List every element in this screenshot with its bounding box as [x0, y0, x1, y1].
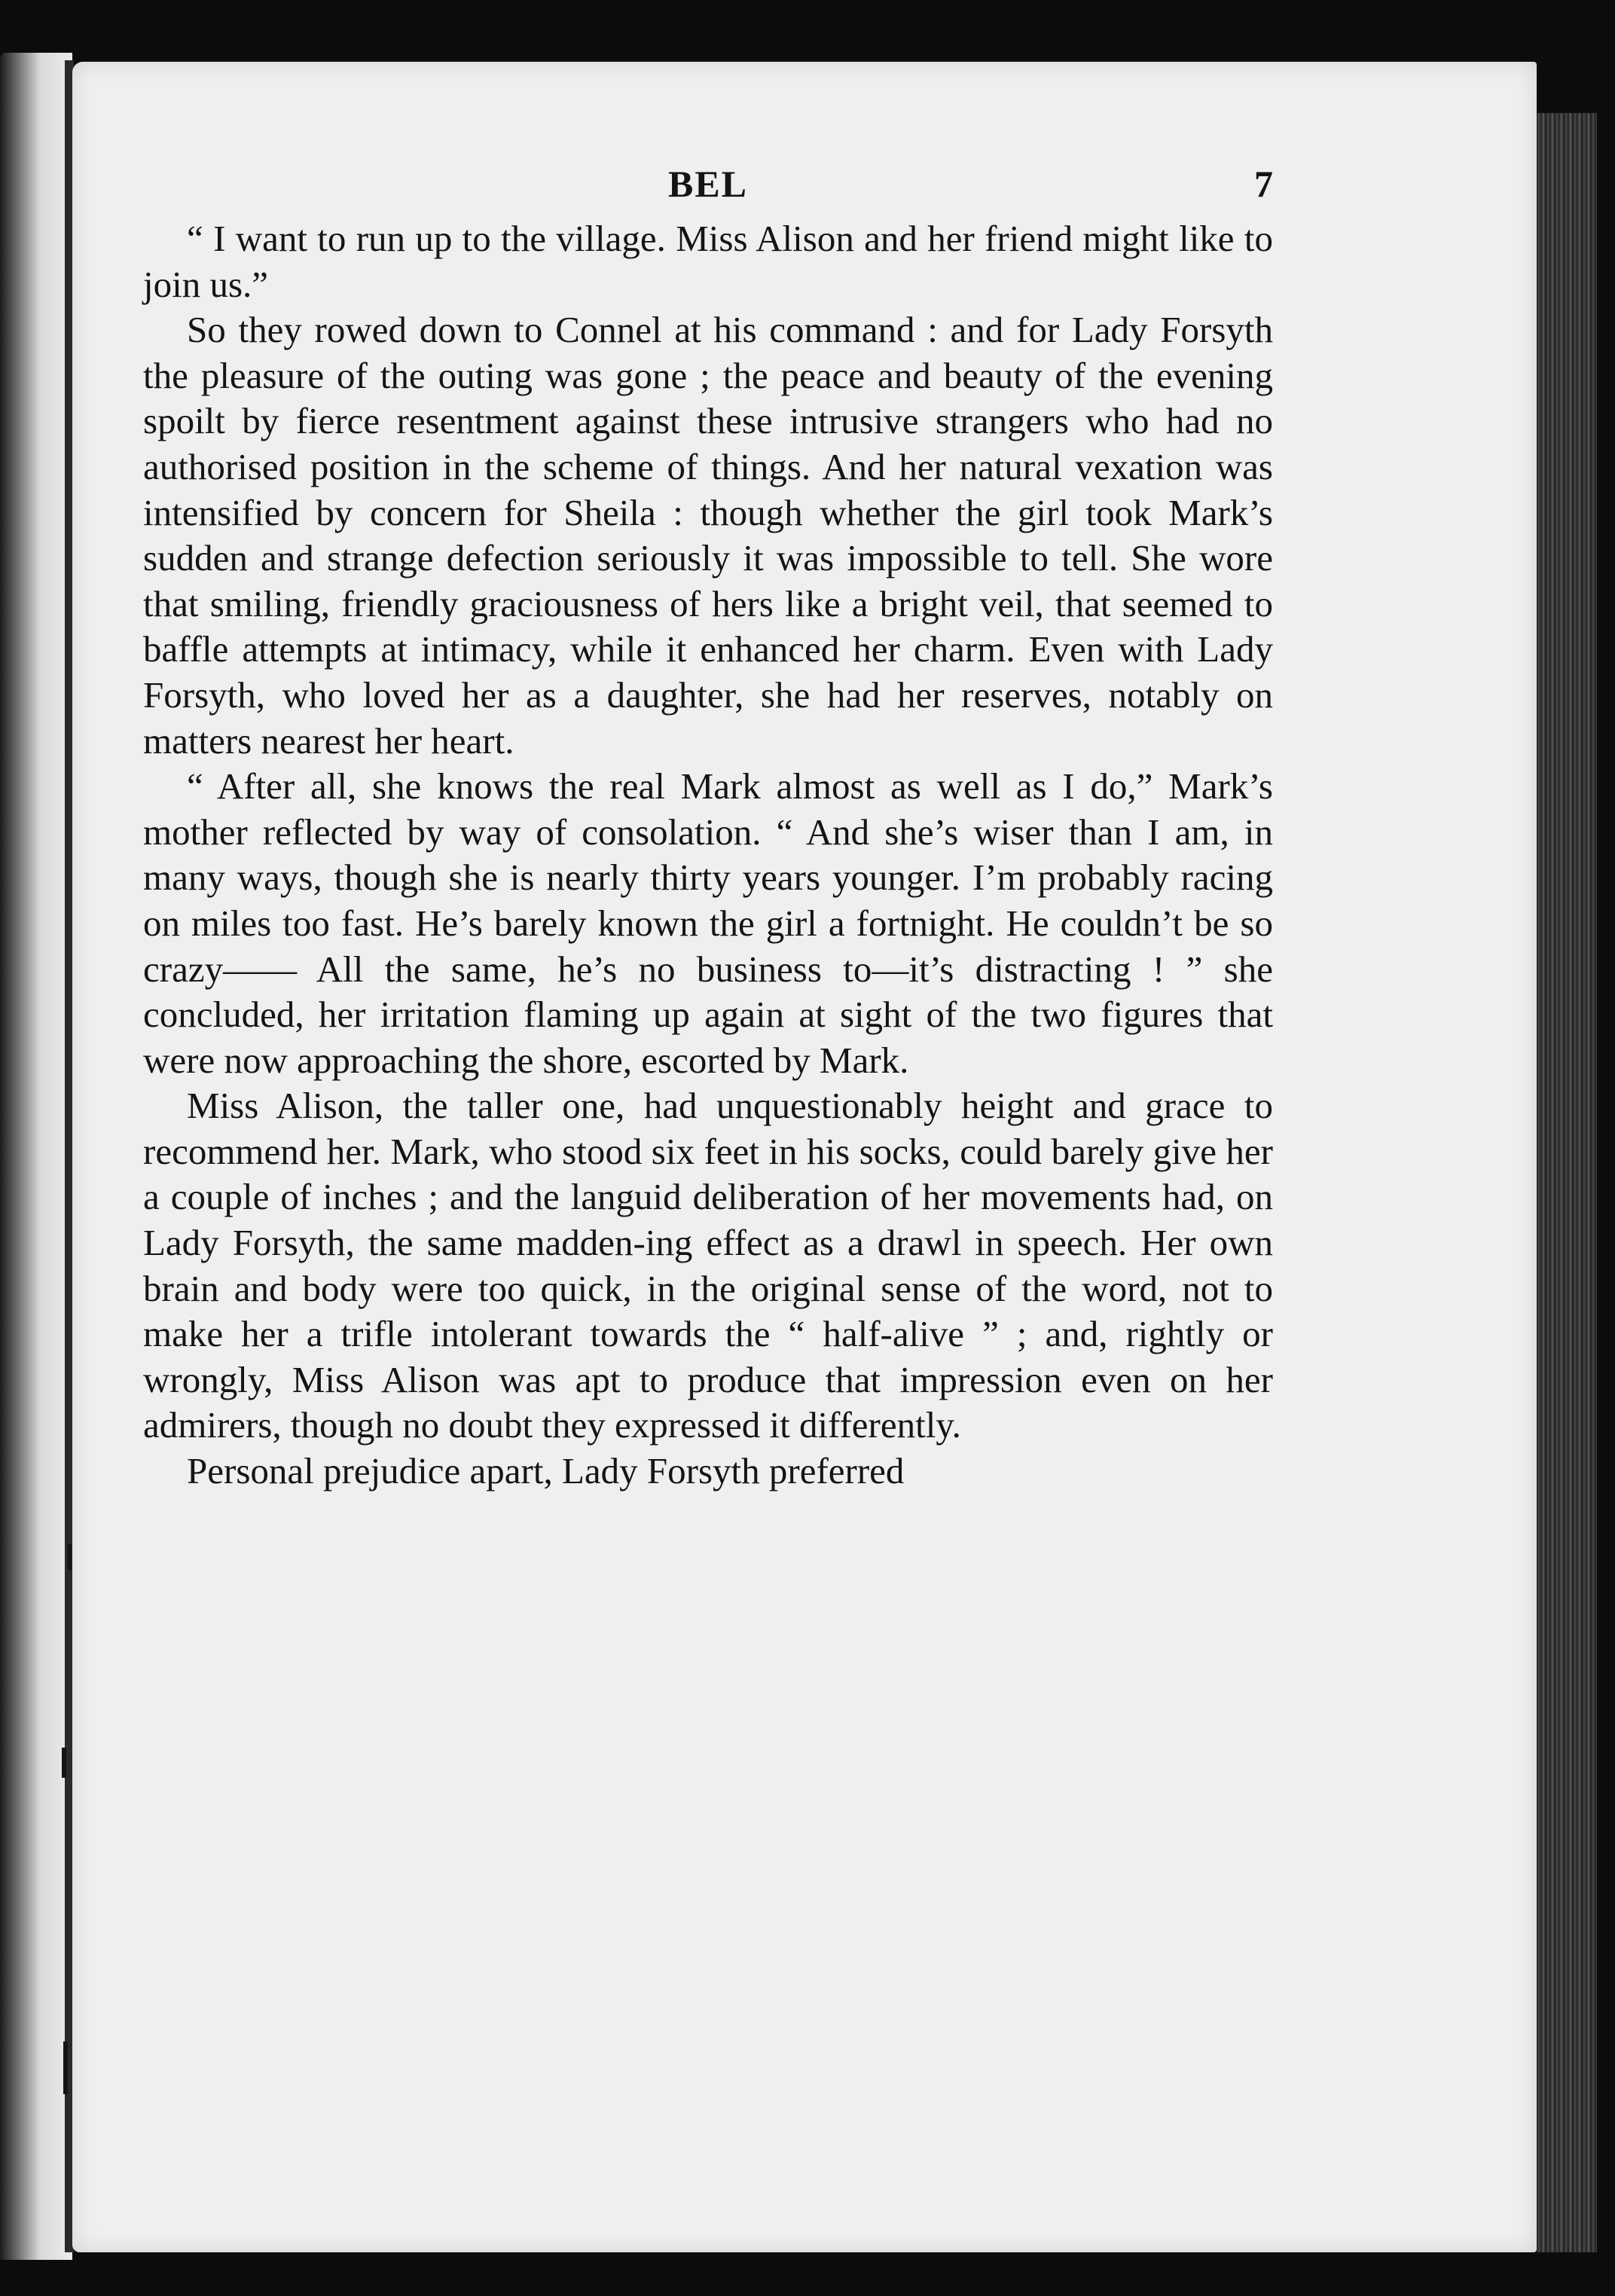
page-number: 7 [1254, 163, 1273, 205]
paragraph: So they rowed down to Connel at his command : and for Lady Forsyth the pleasure of the outing was gone ; the peace and beauty of the evening spoilt by fierce resentment against these intrusive strangers who had no authorised position in the scheme of things. And her natural vexation was intensified by concern for Sheila : though whether the girl took Mark’s sudden and strange defection seriously it was impossible to tell. She wore that smiling, friendly graciousness of hers like a bright veil, that seemed to baffle attempts at intimacy, while it enhanced her charm. Even with Lady Forsyth, who loved her as a daughter, she had her reserves, notably on matters nearest her heart. [143, 309, 1273, 762]
paragraph: Miss Alison, the taller one, had unquestionably height and grace to recommend her. Mark, who stood six feet in his socks, could barely give her a couple of inches ; and the languid deliberation of her movements had, on Lady Forsyth, the same madden-ing effect as a drawl in speech. Her own brain and body were too quick, in the original sense of the word, not to make her a trifle intolerant towards the “ half-alive ” ; and, rightly or wrongly, Miss Alison was apt to produce that impression even on her admirers, though no doubt they expressed it differently. [143, 1085, 1273, 1446]
facing-page-edge [0, 53, 72, 2260]
paragraph: “ After all, she knows the real Mark almost as well as I do,” Mark’s mother reflected by way of consolation. “ And she’s wiser than I am, in many ways, though she is nearly thirty years younger. I’m probably racing on miles too fast. He’s barely known the girl a fortnight. He couldn’t be so crazy—— All the same, he’s no business to—it’s distracting ! ” she concluded, her irritation flaming up again at sight of the two figures that were now approaching the shore, escorted by Mark. [143, 765, 1273, 1081]
scan-mark [63, 2041, 68, 2094]
running-head [143, 162, 1273, 216]
page-stack-edge [1537, 113, 1597, 2252]
text-block [143, 162, 1273, 1495]
paragraph: “ I want to run up to the village. Miss Alison and her friend might like to join us.” [143, 218, 1273, 305]
running-head-title: BEL [667, 163, 749, 205]
scan-mark [68, 1544, 72, 1570]
scan-mark [62, 1748, 66, 1778]
paragraph: Personal prejudice apart, Lady Forsyth preferred [187, 1450, 905, 1492]
body-text [143, 216, 1273, 1495]
